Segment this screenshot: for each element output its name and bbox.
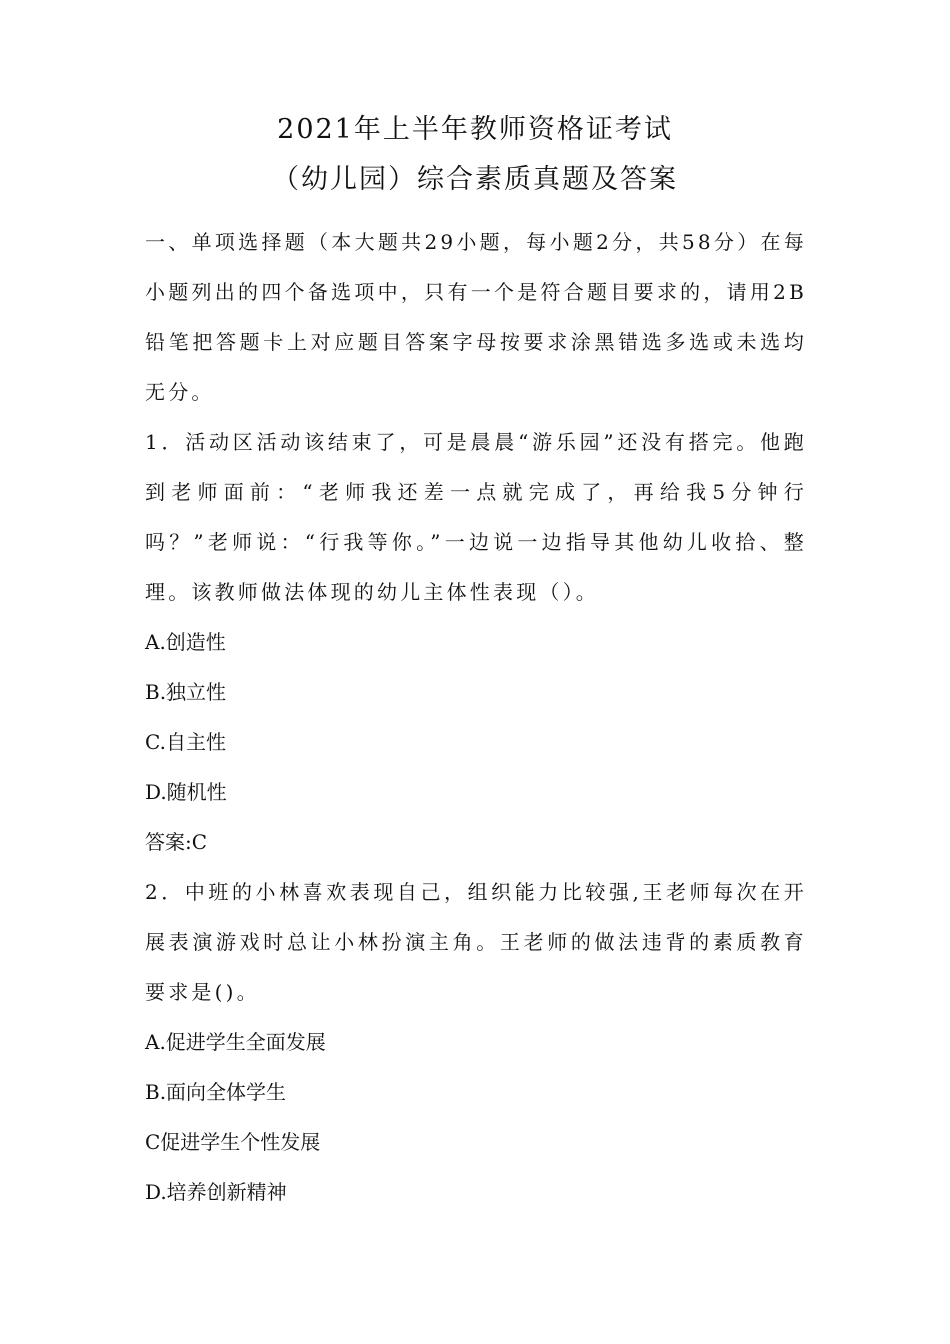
option-c: C促进学生个性发展	[145, 1130, 321, 1154]
question-stem: 1．活动区活动该结束了，可是晨晨“游乐园”还没有搭完。他跑到老师面前：“老师我还差一点就完成了，再给我5分钟行吗？”老师说：“行我等你。”一边说一边指导其他幼儿收拾、整理。该教师做法体现的幼儿主体性表现（）。	[145, 430, 807, 604]
answer-line: 答案:C	[145, 830, 208, 854]
question-1	[145, 417, 807, 867]
option-c: C.自主性	[145, 730, 226, 754]
document-body	[145, 217, 807, 1217]
option-d: D.培养创新精神	[145, 1180, 287, 1204]
option-b: B.独立性	[145, 680, 227, 704]
option-d: D.随机性	[145, 780, 227, 804]
document-subtitle: （幼儿园）综合素质真题及答案	[272, 164, 678, 195]
question-stem: 2．中班的小林喜欢表现自己，组织能力比较强,王老师每次在开展表演游戏时总让小林扮演主角。王老师的做法违背的素质教育要求是()。	[145, 880, 807, 1004]
question-2	[145, 867, 807, 1217]
option-b: B.面向全体学生	[145, 1080, 287, 1104]
section-heading: 一、单项选择题（本大题共29小题，每小题2分，共58分）在每小题列出的四个备选项中，只有一个是符合题目要求的，请用2B铅笔把答题卡上对应题目答案字母按要求涂黑错选多选或未选均无分。	[145, 230, 807, 404]
option-a: A.促进学生全面发展	[145, 1030, 326, 1054]
document-title: 2021年上半年教师资格证考试	[277, 114, 673, 145]
option-a: A.创造性	[145, 630, 226, 654]
